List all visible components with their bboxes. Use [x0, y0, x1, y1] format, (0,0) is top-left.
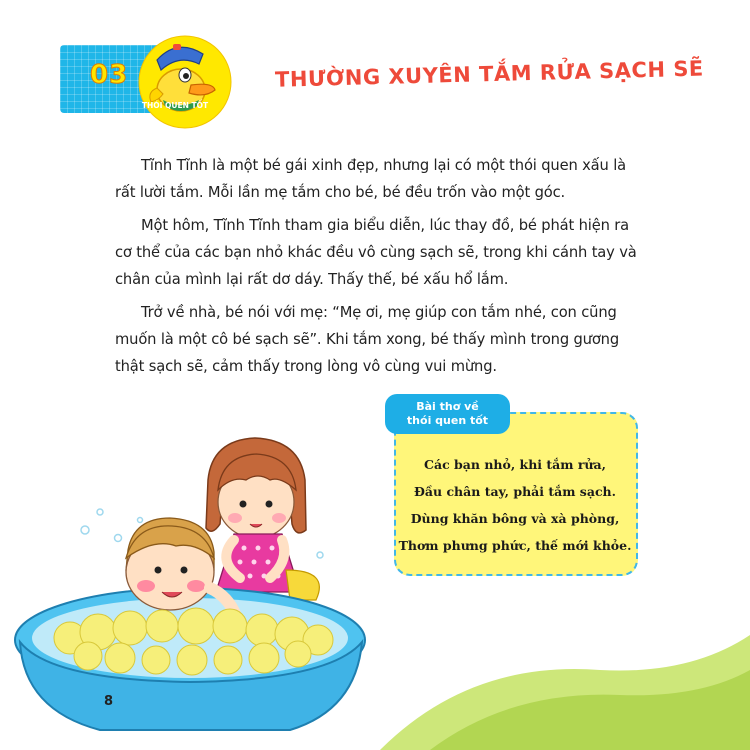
poem-tag-line: Bài thơ về	[416, 400, 479, 413]
duck-mascot-icon	[133, 30, 233, 130]
poem-text	[398, 451, 632, 559]
poem-line: Dùng khăn bông và xà phòng,	[410, 511, 620, 526]
story-paragraph: Một hôm, Tĩnh Tĩnh tham gia biểu diễn, lúc thay đồ, bé phát hiện ra cơ thể của các bạn nhỏ khác đều vô cùng sạch sẽ, trong khi cánh tay và chân của mình lại rất dơ dáy. Thấy thế, bé xấu hổ lắm.	[115, 217, 637, 288]
story-paragraph: Tĩnh Tĩnh là một bé gái xinh đẹp, nhưng lại có một thói quen xấu là rất lười tắm. Mỗi lần mẹ tắm cho bé, bé đều trốn vào một góc.	[115, 157, 626, 201]
poem-line: Các bạn nhỏ, khi tắm rửa,	[424, 457, 606, 472]
page-title: THƯỜNG XUYÊN TẮM RỬA SẠCH SẼ	[274, 56, 705, 92]
badge-caption: THÓI QUEN TỐT	[141, 101, 209, 110]
lesson-number: 03	[90, 60, 129, 90]
poem-line: Thơm phưng phức, thế mới khỏe.	[398, 538, 632, 553]
poem-tag	[385, 394, 510, 434]
poem-tag-line: thói quen tốt	[406, 414, 489, 427]
page-number: 8	[104, 694, 114, 709]
story-paragraph: Trở về nhà, bé nói với mẹ: “Mẹ ơi, mẹ giúp con tắm nhé, con cũng muốn là một cô bé sạch sẽ”. Khi tắm xong, bé thấy mình trong gương thật sạch sẽ, cảm thấy trong lòng vô cùng vui mừng.	[115, 304, 620, 375]
story-text	[115, 152, 650, 386]
poem-line: Đầu chân tay, phải tắm sạch.	[413, 484, 616, 499]
